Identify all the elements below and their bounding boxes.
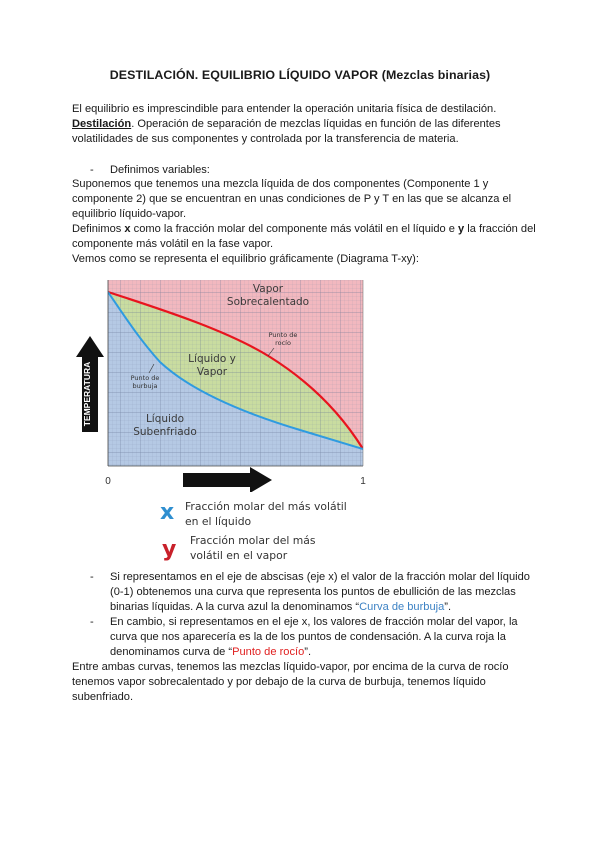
bullet-dew-curve: - En cambio, si representamos en el eje x, los valores de fracción molar del vapor, la curva que nos aparecería es la de los puntos de condensación. A la curva roja la denominamos curva de “Punto de rocío”. bbox=[90, 616, 518, 658]
legend-y-text: Fracción molar del más volátil en el vapor bbox=[190, 534, 316, 562]
y-variable: y bbox=[458, 223, 465, 235]
x-variable: x bbox=[124, 223, 131, 235]
vapor-label-2: Sobrecalentado bbox=[226, 296, 310, 308]
temperature-label: TEMPERATURA bbox=[82, 361, 92, 427]
variables-p3: Vemos como se representa el equilibrio gráficamente (Diagrama T-xy): bbox=[72, 253, 419, 265]
destilacion-definition: . Operación de separación de mezclas líquidas en función de las diferentes volatilidades de sus componentes y controlada por la transferencia de materia. bbox=[72, 118, 501, 145]
bubble-label-1: Punto de bbox=[130, 374, 160, 382]
vapor-label-1: Vapor bbox=[252, 283, 284, 295]
liquid-label-2: Subenfriado bbox=[133, 426, 197, 438]
intro-line: El equilibrio es imprescindible para entender la operación unitaria física de destilación. bbox=[72, 103, 497, 115]
dew-point-term: Punto de rocío bbox=[232, 646, 305, 658]
legend-x-symbol: x bbox=[160, 500, 175, 525]
x-tick-1: 1 bbox=[360, 476, 366, 487]
x-axis-arrow bbox=[183, 467, 272, 492]
legend-y-symbol: y bbox=[162, 537, 177, 562]
dew-label-1: Punto de bbox=[268, 331, 298, 339]
dew-label-2: rocío bbox=[275, 339, 291, 347]
variables-p1: Suponemos que tenemos una mezcla líquida de dos componentes (Componente 1 y componente 2) que se encuentran en unas condiciones de P y T en las que se alcanza el equilibrio líquido-vapor. bbox=[72, 178, 512, 220]
mix-label-1: Líquido y bbox=[188, 353, 236, 365]
destilacion-term: Destilación bbox=[72, 118, 132, 130]
legend-x-text: Fracción molar del más volátil en el líquido bbox=[185, 500, 347, 528]
variables-bullet-text: Definimos variables: bbox=[110, 164, 210, 176]
txy-diagram bbox=[0, 272, 600, 492]
bubble-curve-term: Curva de burbuja bbox=[359, 601, 445, 613]
variables-paragraph: Suponemos que tenemos una mezcla líquida de dos componentes (Componente 1 y componente 2) que se encuentran en unas condiciones de P y T en las que se alcanza el equilibrio líquido-vapor. Definimos x como la fracción molar del componente más volátil en el líquido e y la fracción del componente más volátil en la fase vapor. Vemos como se representa el equilibrio gráficamente (Diagrama T-xy): bbox=[72, 178, 536, 265]
temperature-arrow bbox=[76, 336, 104, 432]
x-tick-0: 0 bbox=[105, 476, 111, 487]
intro-paragraph bbox=[72, 102, 542, 147]
page-title: DESTILACIÓN. EQUILIBRIO LÍQUIDO VAPOR (Mezclas binarias) bbox=[109, 68, 491, 82]
mix-label-2: Vapor bbox=[196, 366, 228, 378]
conclusion-paragraph: Entre ambas curvas, tenemos las mezclas líquido-vapor, por encima de la curva de rocío tenemos vapor sobrecalentado y por debajo de la curva de burbuja, tenemos líquido subenfriado. bbox=[72, 661, 509, 703]
bullet-bubble-curve: - Si representamos en el eje de abscisas (eje x) el valor de la fracción molar del líquido (0-1) obtenemos una curva que representa los puntos de ebullición de las mezclas binarias líquidas. A la curva azul la denominamos “Curva de burbuja”. bbox=[90, 571, 530, 613]
liquid-label-1: Líquido bbox=[145, 413, 185, 425]
bubble-label-2: burbuja bbox=[132, 382, 158, 390]
